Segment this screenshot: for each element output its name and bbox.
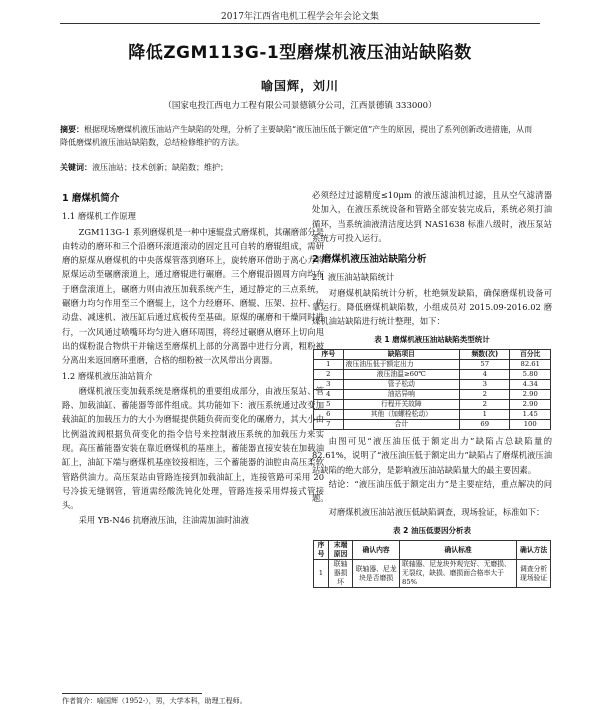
table-cell: 82.61 — [510, 359, 551, 369]
table-row — [314, 560, 551, 588]
section-1-1-heading: 1.1 磨煤机工作原理 — [62, 211, 136, 222]
table-cell: 1.45 — [510, 409, 551, 419]
table-cell: 其他（加螺栓松动） — [343, 409, 459, 419]
section-1-2-heading: 1.2 磨煤机液压油站简介 — [62, 370, 153, 381]
abstract-label: 摘要： — [60, 125, 84, 134]
table-cell: 57 — [460, 359, 510, 369]
left-column — [62, 188, 324, 527]
table-row — [314, 379, 551, 389]
table-cell: 液压油压低于额定出力 — [343, 359, 459, 369]
section-2-1-analysis: 由图可见“液压油压低于额定出力”缺陷占总缺陷量的82.61%，说明了“液压油压低于额定出力”缺陷占了磨煤机液压油站缺陷的绝大部分，是影响液压油站缺陷量大的最主要因素。 — [312, 435, 552, 475]
table-cell: 1 — [314, 560, 329, 588]
table-1-header: 缺陷项目 — [343, 349, 459, 359]
table-2-header: 确认标准 — [400, 541, 517, 560]
section-1-heading: 1 磨煤机简介 — [62, 193, 120, 204]
table-cell: 1 — [314, 359, 344, 369]
table-1-title: 表 1 磨煤机液压油站缺陷类型统计 — [374, 334, 490, 344]
table-cell: 2 — [460, 399, 510, 409]
table-cell: 100 — [510, 419, 551, 429]
footnote: 作者简介：喻国辉（1952-），男，大学本科，助理工程师。 — [62, 697, 247, 705]
table-row — [314, 399, 551, 409]
right-column — [312, 188, 552, 588]
table-row — [314, 389, 551, 399]
right-column-continuation: 必须经过过滤精度≤10μm 的液压滤油机过滤，且从空气滤清器处加入，在液压系统设备和管路全部安装完成后，系统必须打油循环，当系统油液清洁度达到 NAS1638 标准八级时，液压泵站系统方可投入运行。 — [312, 190, 552, 243]
table-cell: 4 — [314, 389, 344, 399]
table-cell: 行程开关故障 — [343, 399, 459, 409]
table-1-header: 序号 — [314, 349, 344, 359]
affiliation: （国家电投江西电力工程有限公司景德镇分公司，江西景德镇 333000） — [163, 101, 437, 111]
table-1-header: 频数(次) — [460, 349, 510, 359]
header-rule — [60, 23, 540, 24]
section-2-1-paragraph: 对磨煤机缺陷统计分析，杜绝频发缺陷，确保磨煤机设备可靠运行。降低磨煤机缺陷数，小组成员对 2015.09-2016.02 磨煤机油站缺陷进行统计整理，如下： — [312, 287, 552, 327]
table-cell: 2.90 — [510, 389, 551, 399]
table-cell: 2 — [314, 369, 344, 379]
section-1-2-paragraph: 磨煤机液压变加载系统是磨煤机的重要组成部分，由液压泵站、管路、加载油缸、蓄能器等部件组成。其功能如下：液压系统通过改变加载油缸的加载压力的大小为磨辊提供随负荷而变化的碾磨力，其大小由比例溢流阀根据负荷变化的指令信号来控制液压系统的加载压力来实现。高压蓄能器安装在靠近磨煤机的基座上，蓄能器直接安装在加载油缸上，油缸下端与磨煤机基座铰接相连，三个蓄能器的油腔由高压柔软管路供油力。高压泵站由管路连接到加载油缸上，连接管路可采用 20 号冷拔无缝钢管，管道需经酸洗钝化处理，管路连接采用焊接式管接头。 — [62, 385, 324, 511]
table-cell: 4.34 — [510, 379, 551, 389]
keywords-text: 液压油站；技术创新；缺陷数；维护； — [92, 163, 228, 172]
table-1-header: 百分比 — [510, 349, 551, 359]
keywords — [60, 162, 540, 173]
table-row — [314, 419, 551, 429]
abstract-text: 根据现场磨煤机液压油站产生缺陷的处理，分析了主要缺陷“液压油压低于额定值”产生的原因，提出了系列创新改进措施，从而降低磨煤机液压油站缺陷数，总结检修维护的方法。 — [60, 125, 533, 147]
section-2-heading: 2 磨煤机液压油站缺陷分析 — [312, 254, 427, 266]
table-cell: 合计 — [343, 419, 459, 429]
table-2-header: 确认方法 — [517, 541, 551, 560]
footnote-rule — [62, 693, 202, 694]
table-2-title: 表 2 油压低要因分析表 — [393, 525, 471, 535]
table-cell: 3 — [314, 379, 344, 389]
table-cell: 联轴器、尼龙块外观完好、无磨损、无裂纹，缺损、磨损面合格率大于85% — [400, 560, 517, 588]
table-2-header: 末端原因 — [328, 541, 352, 560]
keywords-label: 关键词： — [60, 163, 92, 172]
paper-title: 降低ZGM113G-1型磨煤机液压油站缺陷数 — [128, 43, 472, 63]
table-cell: 3 — [460, 379, 510, 389]
abstract — [60, 124, 540, 149]
section-2-1-survey: 对磨煤机液压油站液压低缺陷调查，现场验证，标准如下： — [328, 507, 545, 518]
table-cell: 油站异响 — [343, 389, 459, 399]
section-1-1-paragraph: ZGM113G-1 系列磨煤机是一种中速辊盘式磨煤机，其碾磨部分是由转动的磨环和三个沿磨环滚道滚动的固定且可自转的磨辊组成，需研磨的原煤从磨煤机的中央落煤管落到磨环上，旋转磨环借助于离心力将原煤运动至碾磨滚道上，通过磨辊进行碾磨。三个磨辊沿圆周方向均布于磨盘滚道上，碾磨力则由液压加载系统产生，通过静定的三点系统，碾磨力均匀作用至三个磨辊上，这个力经磨环、磨辊、压架、拉杆、传动盘、减速机、液压缸后通过底板传至基础。原煤的碾磨和干燥同时进行，一次风通过喷嘴环均匀进入磨环周围，将经过碾磨从磨环上切向甩出的煤粉混合物烘干并输送至磨煤机上部的分离器中进行分离，粗粉被分离出来返回磨环重磨，合格的细粉被一次风带出分离器。 — [62, 226, 324, 366]
table-cell: 69 — [460, 419, 510, 429]
table-1-header-row — [314, 349, 551, 359]
table-cell: 2.90 — [510, 399, 551, 409]
table-row — [314, 369, 551, 379]
table-cell: 联轴器、尼龙块是否磨损 — [353, 560, 400, 588]
section-1-2-paragraph-oil: 采用 YB-N46 抗磨液压油，注油需加油时油液 — [78, 514, 249, 525]
table-2 — [313, 540, 551, 588]
section-2-1-heading: 2.1 液压油站缺陷统计 — [312, 272, 395, 283]
table-row — [314, 409, 551, 419]
table-cell: 6 — [314, 409, 344, 419]
table-cell: 2 — [460, 389, 510, 399]
table-cell: 1 — [460, 409, 510, 419]
running-head: 2017年江西省电机工程学会年会论文集 — [221, 12, 379, 22]
table-cell: 管子松动 — [343, 379, 459, 389]
table-cell: 5.80 — [510, 369, 551, 379]
table-cell: 4 — [460, 369, 510, 379]
table-2-header-row — [314, 541, 551, 560]
table-2-header: 确认内容 — [353, 541, 400, 560]
section-2-1-conclusion: 结论：“液压油压低于额定出力”是主要症结，重点解决的问题。 — [312, 478, 552, 504]
table-row — [314, 359, 551, 369]
table-cell: 5 — [314, 399, 344, 409]
table-cell: 7 — [314, 419, 344, 429]
table-cell: 液压油温≥60℃ — [343, 369, 459, 379]
table-cell: 联轴器损坏 — [328, 560, 352, 588]
table-2-header: 序号 — [314, 541, 329, 560]
authors: 喻国辉，刘川 — [260, 79, 339, 93]
table-cell: 调查分析现场验证 — [517, 560, 551, 588]
table-1 — [313, 349, 551, 430]
